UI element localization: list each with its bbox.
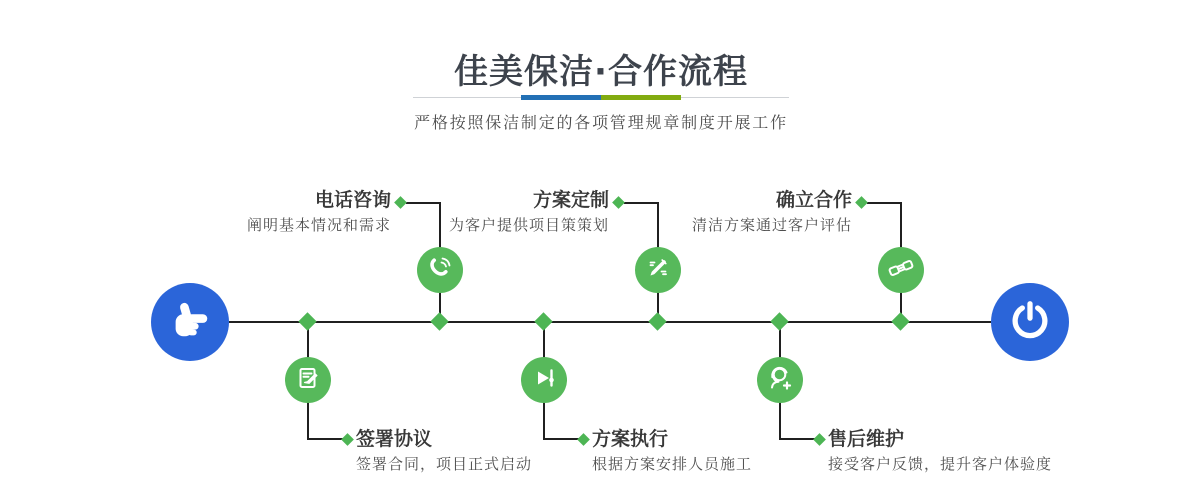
timeline-diamond <box>770 312 788 330</box>
connector-hline <box>406 202 440 204</box>
label-diamond <box>394 196 407 209</box>
divider-green-segment <box>601 95 681 100</box>
power-icon <box>1007 297 1053 347</box>
step-node <box>417 247 463 293</box>
timeline-diamond <box>648 312 666 330</box>
step-label <box>356 428 532 474</box>
step-desc: 根据方案安排人员施工 <box>592 455 753 473</box>
step-node <box>285 357 331 403</box>
step-desc: 接受客户反馈，提升客户体验度 <box>828 455 1053 473</box>
step-title: 方案定制 <box>532 189 609 211</box>
title-divider <box>413 97 789 98</box>
step-label <box>449 189 609 235</box>
pointing-hand-icon <box>167 297 213 347</box>
timeline-diamond <box>534 312 552 330</box>
step-desc: 清洁方案通过客户评估 <box>691 216 852 234</box>
label-diamond <box>813 433 826 446</box>
timeline-diamond <box>891 312 909 330</box>
label-diamond <box>855 196 868 209</box>
timeline-start-node <box>151 283 229 361</box>
step-title: 方案执行 <box>592 428 669 450</box>
step-desc: 阐明基本情况和需求 <box>246 216 391 234</box>
divider-blue-segment <box>521 95 601 100</box>
step-label <box>828 428 1052 474</box>
step-node <box>521 357 567 403</box>
connector-hline <box>624 202 658 204</box>
connector-hline <box>308 438 343 440</box>
step-title: 售后维护 <box>828 428 905 450</box>
step-node <box>635 247 681 293</box>
page-subtitle: 严格按照保洁制定的各项管理规章制度开展工作 <box>414 113 788 132</box>
connector-hline <box>544 438 579 440</box>
step-label <box>692 189 852 235</box>
step-title: 确立合作 <box>775 189 852 211</box>
step-desc: 签署合同，项目正式启动 <box>356 455 533 473</box>
connector-hline <box>780 438 815 440</box>
step-node <box>878 247 924 293</box>
timeline-diamond <box>298 312 316 330</box>
label-diamond <box>341 433 354 446</box>
page-title: 佳美保洁·合作流程 <box>454 52 748 92</box>
connector-hline <box>867 202 901 204</box>
step-desc: 为客户提供项目策策划 <box>448 216 609 234</box>
step-title: 签署协议 <box>356 428 433 450</box>
timeline-end-node <box>991 283 1069 361</box>
timeline-line <box>229 321 991 323</box>
phone-icon <box>426 254 454 286</box>
contract-sign-icon <box>294 364 322 396</box>
pencil-design-icon <box>644 254 672 286</box>
step-label <box>592 428 752 474</box>
step-title: 电话咨询 <box>314 189 391 211</box>
title-divider-accent <box>521 95 681 100</box>
timeline-diamond <box>430 312 448 330</box>
label-diamond <box>612 196 625 209</box>
headset-service-icon <box>765 363 795 397</box>
label-diamond <box>577 433 590 446</box>
handshake-icon <box>886 253 916 287</box>
step-node <box>757 357 803 403</box>
step-label <box>247 189 391 235</box>
execute-play-icon <box>530 364 558 396</box>
